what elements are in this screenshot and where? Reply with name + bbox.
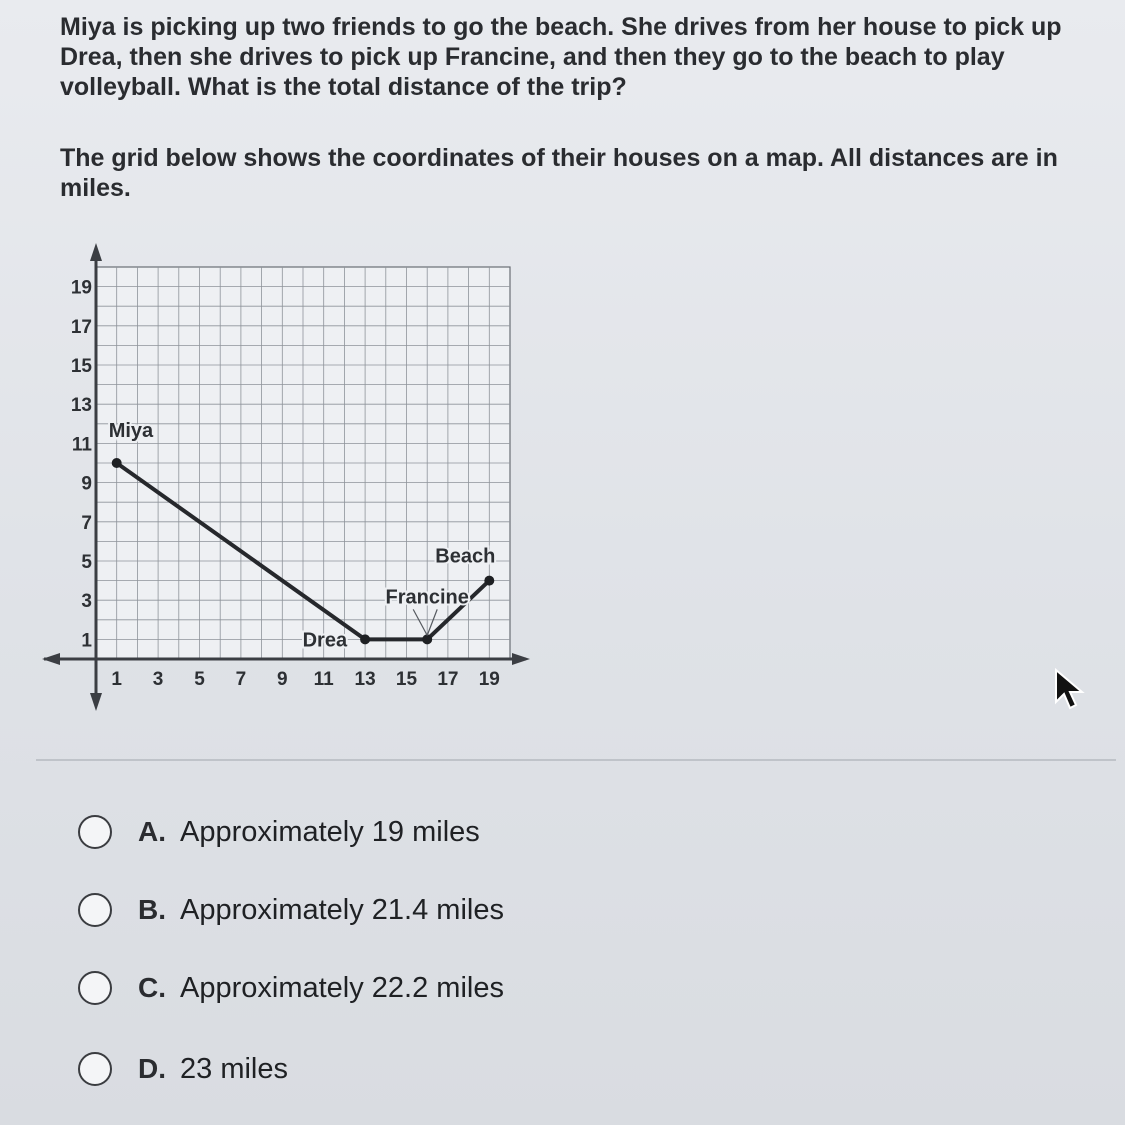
y-tick-label: 11 <box>71 434 92 456</box>
answer-option-c[interactable] <box>78 966 504 1010</box>
mouse-pointer-icon <box>1052 668 1088 710</box>
x-tick-label: 11 <box>313 669 334 690</box>
y-tick-label: 5 <box>81 552 92 573</box>
x-tick-label: 17 <box>437 669 459 690</box>
y-axis-top-arrow <box>90 243 102 261</box>
answer-letter: D. <box>138 1053 166 1084</box>
point-label: Miya <box>108 420 154 442</box>
y-tick-label: 7 <box>81 512 92 534</box>
answer-letter: B. <box>138 894 166 925</box>
y-tick-label: 9 <box>81 473 92 495</box>
point-label: Beach <box>435 545 496 568</box>
y-tick-label: 17 <box>70 316 92 338</box>
radio-button-icon[interactable] <box>78 893 112 927</box>
point-label: Drea <box>302 629 348 652</box>
answer-text: Approximately 22.2 miles <box>180 971 504 1004</box>
answer-text: Approximately 19 miles <box>180 815 480 848</box>
y-axis-bottom-arrow <box>90 693 102 711</box>
coordinate-grid-chart <box>38 238 538 718</box>
y-tick-label: 3 <box>81 591 92 613</box>
x-axis-right-arrow <box>512 653 530 665</box>
answer-text: Approximately 21.4 miles <box>180 893 504 926</box>
radio-button-icon[interactable] <box>78 1052 112 1086</box>
answer-option-d[interactable] <box>78 1047 288 1091</box>
x-tick-label: 9 <box>277 669 288 690</box>
question-paragraph-1: Miya is picking up two friends to go the beach. She drives from her house to pick up Drea, then she drives to pick up Francine, and then they go to the beach to play volleyball. What is the total distance of the trip? <box>60 13 1062 101</box>
radio-button-icon[interactable] <box>78 971 112 1005</box>
x-axis-left-arrow <box>42 653 60 665</box>
answer-letter: A. <box>138 816 166 847</box>
point-label: Francine <box>385 586 469 609</box>
answer-letter: C. <box>138 972 166 1003</box>
answer-text: 23 miles <box>180 1052 288 1085</box>
x-tick-label: 13 <box>354 669 376 690</box>
route-point <box>360 634 370 644</box>
y-tick-label: 1 <box>81 630 92 652</box>
x-tick-label: 7 <box>235 669 247 690</box>
y-tick-label: 15 <box>70 356 92 377</box>
x-tick-label: 1 <box>111 669 122 690</box>
question-paragraph-2: The grid below shows the coordinates of their houses on a map. All distances are in miles. <box>60 144 1058 202</box>
y-tick-label: 13 <box>70 395 92 417</box>
x-tick-label: 3 <box>152 669 164 690</box>
answer-option-a[interactable] <box>78 810 480 854</box>
radio-button-icon[interactable] <box>78 815 112 849</box>
section-divider <box>36 759 1116 761</box>
x-tick-label: 15 <box>395 669 418 690</box>
y-tick-label: 19 <box>70 277 92 299</box>
answer-option-b[interactable] <box>78 888 504 932</box>
x-tick-label: 5 <box>194 669 205 690</box>
route-point <box>422 634 432 644</box>
route-point <box>484 576 494 586</box>
route-point <box>112 458 122 468</box>
x-tick-label: 19 <box>478 669 500 690</box>
